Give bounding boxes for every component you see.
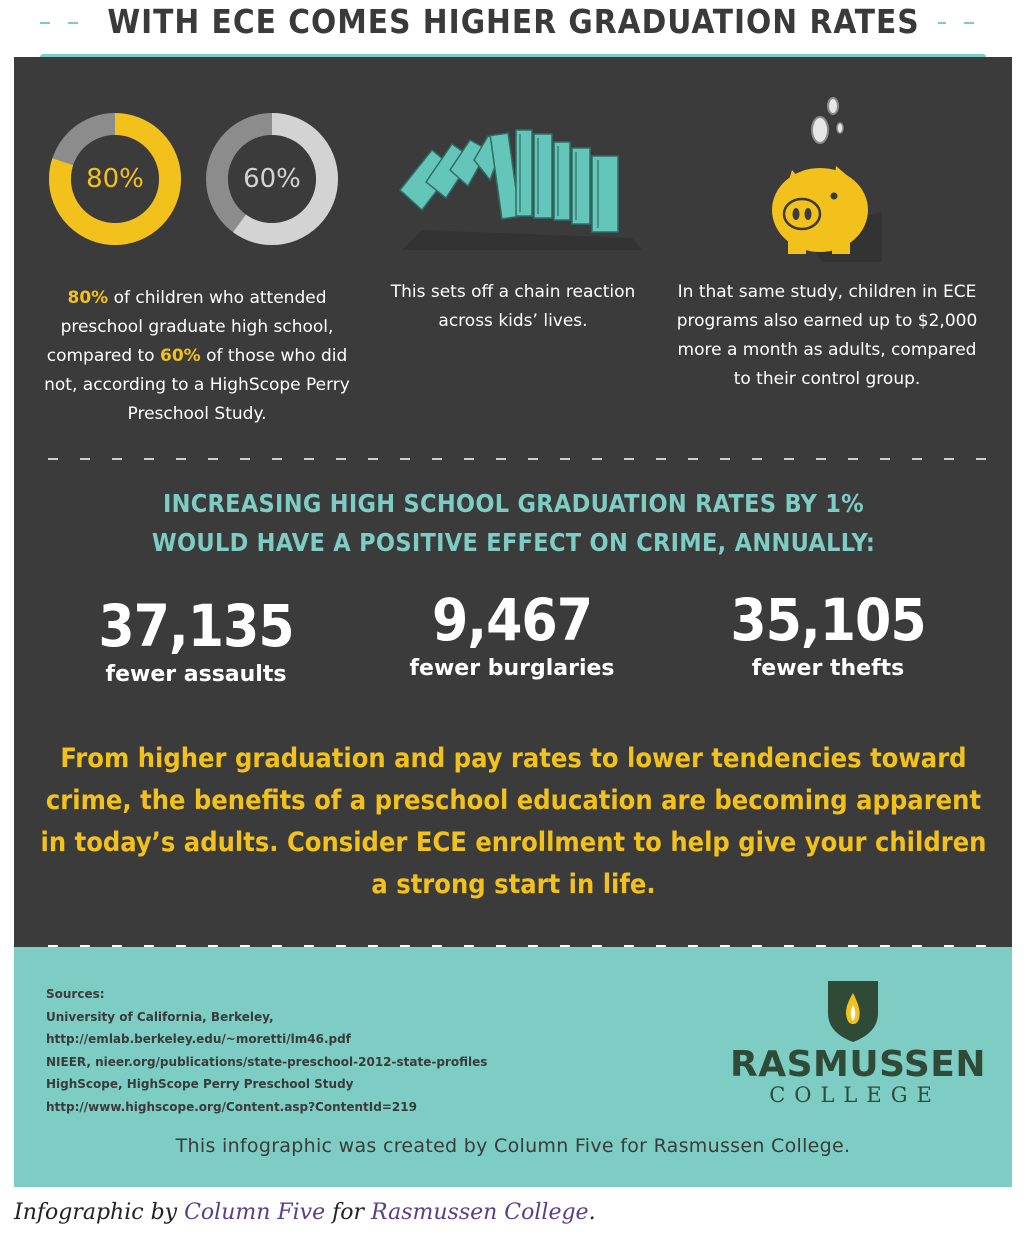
- source-line: http://emlab.berkeley.edu/~moretti/lm46.pdf: [46, 1032, 351, 1046]
- stat-burglaries: 9,467 fewer burglaries: [409, 586, 615, 681]
- stat-thefts: 35,105 fewer thefts: [730, 586, 926, 681]
- domino-books-icon: [392, 120, 642, 250]
- rasmussen-shield-logo: [826, 979, 880, 1043]
- sources-heading: Sources:: [46, 987, 105, 1001]
- section-divider: [48, 458, 988, 460]
- source-line: HighScope, HighScope Perry Preschool Study: [46, 1077, 354, 1091]
- stat-graduation-text: 80% of children who attended preschool graduate high school, compared to 60% of those who did not, according to a HighScope Perry Preschool Study.: [44, 288, 350, 424]
- logo-subtitle: COLLEGE: [769, 1083, 941, 1107]
- donut-60-label: 60%: [243, 164, 301, 194]
- closing-paragraph: From higher graduation and pay rates to lower tendencies toward crime, the benefits of a preschool education are becoming apparent in today’s adults. Consider ECE enrollment to help give your children a strong start in life.: [40, 743, 987, 900]
- donut-80-label: 80%: [86, 164, 144, 194]
- donut-60: [205, 112, 339, 246]
- logo-name: RASMUSSEN: [730, 1044, 987, 1085]
- sources-list: [46, 983, 487, 1118]
- image-caption: Infographic by Column Five for Rasmussen College.: [14, 1200, 596, 1225]
- rasmussen-college-link[interactable]: Rasmussen College: [371, 1200, 589, 1225]
- stat-chain-reaction-text: This sets off a chain reaction across kids’ lives.: [390, 282, 636, 331]
- header: [0, 0, 1027, 62]
- crime-headline: INCREASING HIGH SCHOOL GRADUATION RATES BY 1% WOULD HAVE A POSITIVE EFFECT ON CRIME, ANNUALLY:: [151, 489, 876, 557]
- donut-80: [48, 112, 182, 246]
- page-title: WITH ECE COMES HIGHER GRADUATION RATES: [0, 2, 1027, 41]
- source-line: http://www.highscope.org/Content.asp?ContentId=219: [46, 1099, 417, 1114]
- stat-earnings-text: In that same study, children in ECE programs also earned up to $2,000 more a month as adults, compared to their control group.: [676, 282, 978, 389]
- footer-divider: [48, 945, 988, 947]
- sources-footer: [14, 947, 1012, 1187]
- piggy-bank-icon: [762, 92, 882, 262]
- source-line: NIEER, nieer.org/publications/state-preschool-2012-state-profiles: [46, 1054, 488, 1069]
- stat-assaults: 37,135 fewer assaults: [98, 592, 294, 687]
- source-line: University of California, Berkeley,: [46, 1009, 274, 1024]
- credit-line: This infographic was created by Column Five for Rasmussen College.: [175, 1135, 851, 1157]
- column-five-link[interactable]: Column Five: [184, 1200, 326, 1225]
